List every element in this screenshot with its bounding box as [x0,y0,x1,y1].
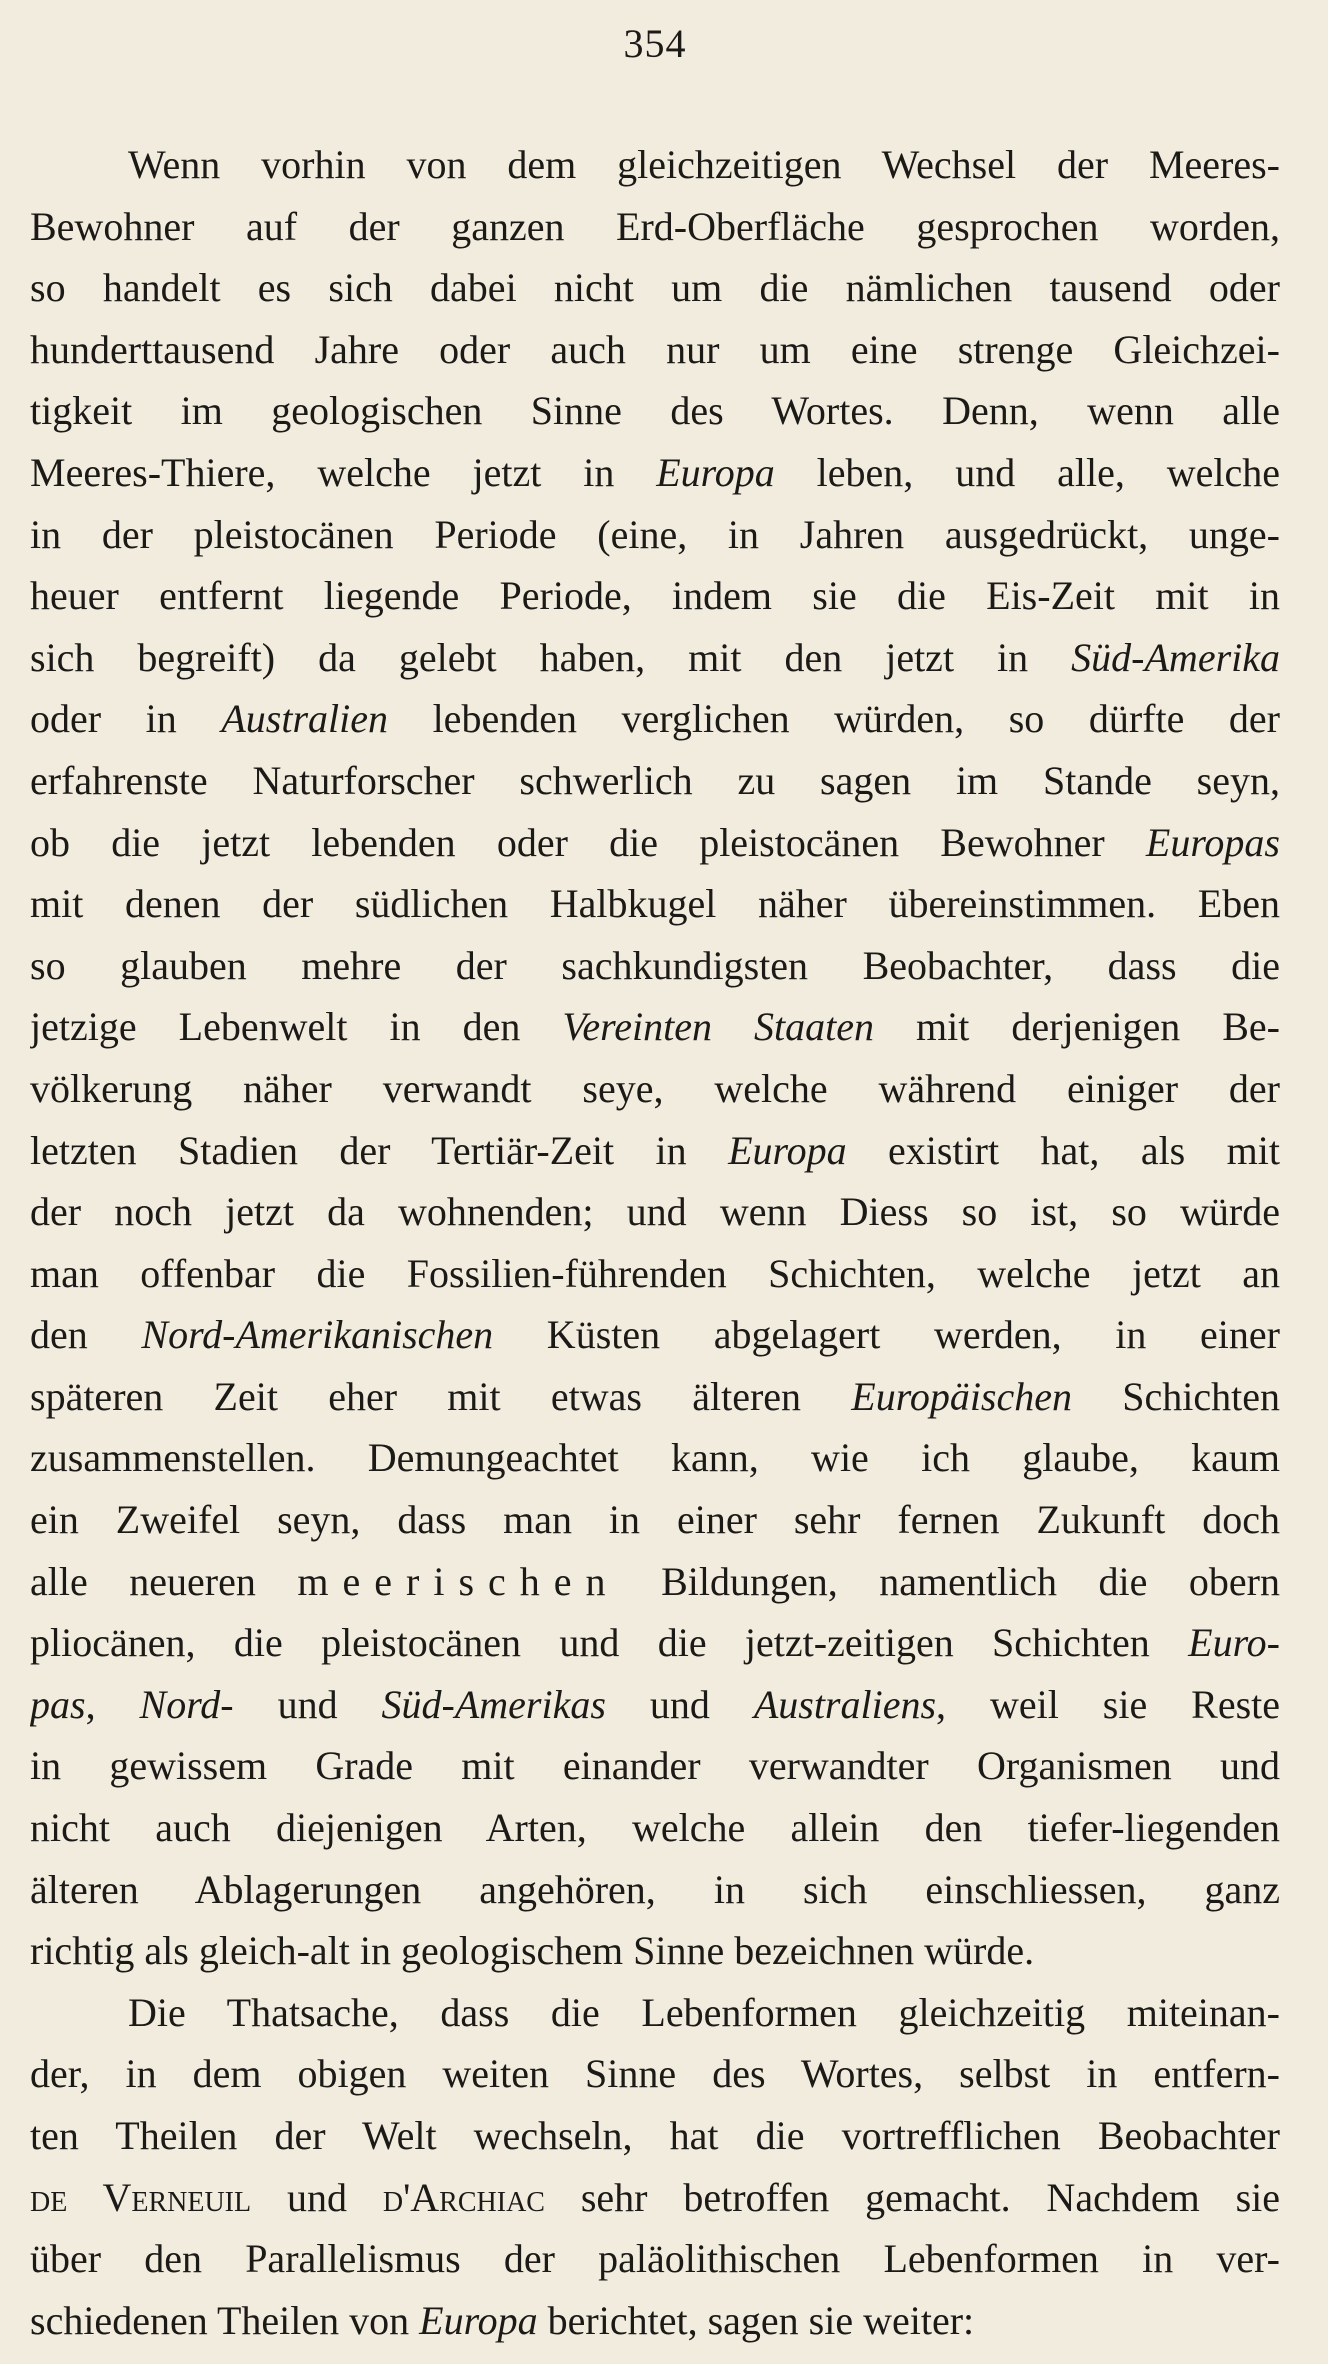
text-line: hunderttausend Jahre oder auch nur um eine strenge Gleichzei- [30,326,1280,372]
paragraph-1 [30,134,1280,1982]
text-line: letzten Stadien der Tertiär-Zeit in Europa existirt hat, als mit [30,1127,1280,1173]
text-line: tigkeit im geologischen Sinne des Wortes. Denn, wenn alle [30,388,1280,434]
text-line: mit denen der südlichen Halbkugel näher übereinstimmen. Eben [30,881,1280,927]
text-line: späteren Zeit eher mit etwas älteren Europäischen Schichten [30,1373,1280,1419]
text-line: nicht auch diejenigen Arten, welche allein den tiefer-liegenden [30,1805,1280,1851]
text-line: de Verneuil und d'Archiac sehr betroffen gemacht. Nachdem sie [30,2174,1280,2220]
text-line: so handelt es sich dabei nicht um die nämlichen tausend oder [30,265,1280,311]
text-line: völkerung näher verwandt seye, welche während einiger der [30,1065,1280,1111]
text-line: in der pleistocänen Periode (eine, in Jahren ausgedrückt, unge- [30,511,1280,557]
text-line: über den Parallelismus der paläolithischen Lebenformen in ver- [30,2236,1280,2282]
text-line: zusammenstellen. Demungeachtet kann, wie ich glaube, kaum [30,1435,1280,1481]
text-line: in gewissem Grade mit einander verwandter Organismen und [30,1743,1280,1789]
text-line: Die Thatsache, dass die Lebenformen gleichzeitig miteinan- [128,1989,1280,2035]
text-line: älteren Ablagerungen angehören, in sich einschliessen, ganz [30,1866,1280,1912]
text-line: so glauben mehre der sachkundigsten Beobachter, dass die [30,942,1280,988]
text-line: erfahrenste Naturforscher schwerlich zu sagen im Stande seyn, [30,757,1280,803]
text-line: heuer entfernt liegende Periode, indem sie die Eis-Zeit mit in [30,573,1280,619]
text-line: Meeres-Thiere, welche jetzt in Europa leben, und alle, welche [30,449,1280,495]
text-line: alle neueren meerischen Bildungen, namentlich die obern [30,1558,1280,1604]
text-line: Wenn vorhin von dem gleichzeitigen Wechsel der Meeres- [128,142,1280,187]
paragraph-2 [30,1982,1280,2352]
text-line: ob die jetzt lebenden oder die pleistocänen Bewohner Europas [30,819,1280,865]
text-line: Bewohner auf der ganzen Erd-Oberfläche gesprochen worden, [30,203,1280,249]
text-line: ten Theilen der Welt wechseln, hat die vortrefflichen Beobachter [30,2113,1280,2158]
text-line: ein Zweifel seyn, dass man in einer sehr fernen Zukunft doch [30,1497,1280,1543]
text-line: richtig als gleich-alt in geologischem Sinne bezeichnen würde. [30,1928,1035,1974]
text-line: oder in Australien lebenden verglichen würden, so dürfte der [30,696,1280,742]
text-line: der, in dem obigen weiten Sinne des Wortes, selbst in entfern- [30,2051,1280,2097]
text-line: man offenbar die Fossilien-führenden Schichten, welche jetzt an [30,1250,1280,1296]
text-line: sich begreift) da gelebt haben, mit den jetzt in Süd-Amerika [30,634,1280,680]
text-line: der noch jetzt da wohnenden; und wenn Diess so ist, so würde [30,1189,1280,1235]
text-line: schiedenen Theilen von Europa berichtet, sagen sie weiter: [30,2297,975,2343]
text-line: den Nord-Amerikanischen Küsten abgelagert werden, in einer [30,1312,1280,1358]
text-line: jetzige Lebenwelt in den Vereinten Staaten mit derjenigen Be- [30,1004,1280,1050]
page-number: 354 [623,21,687,66]
text-line: pliocänen, die pleistocänen und die jetzt-zeitigen Schichten Euro- [30,1620,1280,1666]
text-line: pas, Nord- und Süd-Amerikas und Australiens, weil sie Reste [30,1681,1280,1727]
